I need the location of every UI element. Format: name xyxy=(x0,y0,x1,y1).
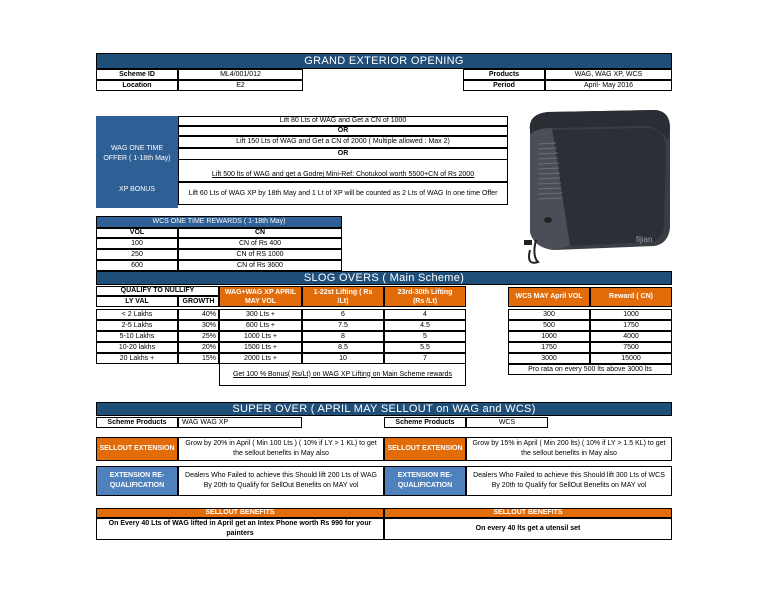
wcs-col-april-vol: WCS MAY April VOL xyxy=(508,287,590,307)
col-wag-vol: WAG+WAG XP APRIL MAY VOL xyxy=(219,286,302,307)
slog-rate-1-22: 7.5 xyxy=(302,320,384,331)
offer-line-3: Lift 500 lts of WAG and get a Godrej Mini-Ref: Chotukool worth 5500+CN of Rs 2000 xyxy=(178,160,508,182)
wcs-reward-cn: CN of RS 1000 xyxy=(178,249,342,260)
wcs-col-vol: VOL xyxy=(96,228,178,238)
qualify-header: QUALIFY TO NULLIFY xyxy=(96,286,219,296)
slog-rate-23-30: 4.5 xyxy=(384,320,466,331)
left-benefits-text: On Every 40 Lts of WAG lifted in April get an Intex Phone worth Rs 990 for your painters xyxy=(96,518,384,540)
right-products-value: WCS xyxy=(466,417,548,428)
wcs-april-vol: 3000 xyxy=(508,353,590,364)
slog-rate-1-22: 8.5 xyxy=(302,342,384,353)
cooler-product-image xyxy=(508,100,672,270)
slog-growth: 40% xyxy=(178,309,219,320)
col-lifting-23-30: 23rd-30th Lifting (Rs /Lt) xyxy=(384,286,466,307)
slog-growth: 15% xyxy=(178,353,219,364)
wcs-reward-cn: CN of Rs 400 xyxy=(178,238,342,249)
offer-line-1: Lift 80 Lts of WAG and Get a CN of 1000 xyxy=(178,116,508,126)
offer-or-1: OR xyxy=(178,126,508,136)
slog-rate-1-22: 10 xyxy=(302,353,384,364)
page-title: GRAND EXTERIOR OPENING xyxy=(96,53,672,69)
slog-rate-23-30: 7 xyxy=(384,353,466,364)
wcs-reward-cn: 15000 xyxy=(590,353,672,364)
wcs-april-vol: 1000 xyxy=(508,331,590,342)
slog-rate-1-22: 6 xyxy=(302,309,384,320)
right-benefits-text: On every 40 lts get a utensil set xyxy=(384,518,672,540)
slog-rate-23-30: 5 xyxy=(384,331,466,342)
slog-rate-1-22: 8 xyxy=(302,331,384,342)
right-sellout-text: Grow by 15% in April ( Min 200 lts) ( 10% if LY > 1.5 KL) to get the sellout benefits in May also xyxy=(466,437,672,461)
right-sellout-label: SELLOUT EXTENSION xyxy=(384,437,466,461)
wag-offer-label: WAG ONE TIME OFFER ( 1-18th May) xyxy=(103,145,171,162)
left-products-label: Scheme Products xyxy=(96,417,178,428)
super-over-banner: SUPER OVER ( APRIL MAY SELLOUT on WAG and WCS) xyxy=(96,402,672,416)
slog-vol: 1500 Lts + xyxy=(219,342,302,353)
slog-growth: 20% xyxy=(178,342,219,353)
wcs-reward-cn: CN of Rs 3600 xyxy=(178,260,342,271)
xp-bonus-label: XP BONUS xyxy=(118,186,156,193)
left-products-value: WAG WAG XP xyxy=(178,417,302,428)
slog-ly-val: 2-5 Lakhs xyxy=(96,320,178,331)
period-label: Period xyxy=(463,80,545,91)
slog-ly-val: 5-10 Lakhs xyxy=(96,331,178,342)
slog-vol: 1000 Lts + xyxy=(219,331,302,342)
scheme-id-label: Scheme ID xyxy=(96,69,178,80)
slog-banner: SLOG OVERS ( Main Scheme) xyxy=(96,271,672,285)
col-ly-val: LY VAL xyxy=(96,296,178,307)
wcs-reward-cn: 1000 xyxy=(590,309,672,320)
slog-ly-val: 20 Lakhs + xyxy=(96,353,178,364)
left-requal-text: Dealers Who Failed to achieve this Should lift 200 Lts of WAG By 20th to Qualify for SellOut Benefits on MAY vol xyxy=(178,466,384,496)
wcs-rewards-header: WCS ONE TIME REWARDS ( 1-18th May) xyxy=(96,216,342,228)
offer-line-2: Lift 150 Lts of WAG and Get a CN of 2000 ( Multiple allowed : Max 2) xyxy=(178,136,508,148)
wcs-april-vol: 1750 xyxy=(508,342,590,353)
wcs-reward-cn: 1750 xyxy=(590,320,672,331)
wcs-reward-vol: 600 xyxy=(96,260,178,271)
col-growth: GROWTH xyxy=(178,296,219,307)
period-value: April- May 2016 xyxy=(545,80,672,91)
scheme-id-value: ML4/001/012 xyxy=(178,69,303,80)
offer-or-2: OR xyxy=(178,148,508,160)
offer-labels xyxy=(96,116,178,208)
slog-vol: 300 Lts + xyxy=(219,309,302,320)
left-benefits-label: SELLOUT BENEFITS xyxy=(96,508,384,518)
prorata-note: Pro rata on every 500 lts above 3000 lts xyxy=(508,364,672,375)
wcs-april-vol: 300 xyxy=(508,309,590,320)
right-requal-label: EXTENSION RE-QUALIFICATION xyxy=(384,466,466,496)
left-sellout-text: Grow by 20% in April ( Min 100 Lts ) ( 10% if LY > 1 KL) to get the sellout benefits in May also xyxy=(178,437,384,461)
slog-vol: 600 Lts + xyxy=(219,320,302,331)
wcs-april-vol: 500 xyxy=(508,320,590,331)
right-benefits-label: SELLOUT BENEFITS xyxy=(384,508,672,518)
bonus-note: Get 100 % Bonus( Rs/Lt) on WAG XP Lifting on Main Scheme rewards xyxy=(219,364,466,386)
wcs-reward-cn: 7500 xyxy=(590,342,672,353)
right-requal-text: Dealers Who Failed to achieve this Should lift 300 Lts of WCS By 20th to Qualify for SellOut Benefits on MAY vol xyxy=(466,466,672,496)
col-lifting-1-22: 1-22st Lifting ( Rs /Lt) xyxy=(302,286,384,307)
slog-rate-23-30: 4 xyxy=(384,309,466,320)
image-watermark: fijian xyxy=(636,235,653,244)
wcs-col-reward: Reward ( CN) xyxy=(590,287,672,307)
slog-rate-23-30: 5.5 xyxy=(384,342,466,353)
slog-ly-val: < 2 Lakhs xyxy=(96,309,178,320)
wcs-col-cn: CN xyxy=(178,228,342,238)
right-products-label: Scheme Products xyxy=(384,417,466,428)
location-label: Location xyxy=(96,80,178,91)
slog-ly-val: 10-20 lakhs xyxy=(96,342,178,353)
slog-growth: 30% xyxy=(178,320,219,331)
left-sellout-label: SELLOUT EXTENSION xyxy=(96,437,178,461)
wcs-reward-vol: 250 xyxy=(96,249,178,260)
left-requal-label: EXTENSION RE-QUALIFICATION xyxy=(96,466,178,496)
products-label: Products xyxy=(463,69,545,80)
products-value: WAG, WAG XP, WCS xyxy=(545,69,672,80)
xp-bonus-text: Lift 60 Lts of WAG XP by 18th May and 1 Lt of XP will be counted as 2 Lts of WAG In one time Offer xyxy=(178,182,508,205)
wcs-reward-cn: 4000 xyxy=(590,331,672,342)
location-value: E2 xyxy=(178,80,303,91)
slog-vol: 2000 Lts + xyxy=(219,353,302,364)
wcs-reward-vol: 100 xyxy=(96,238,178,249)
slog-growth: 25% xyxy=(178,331,219,342)
